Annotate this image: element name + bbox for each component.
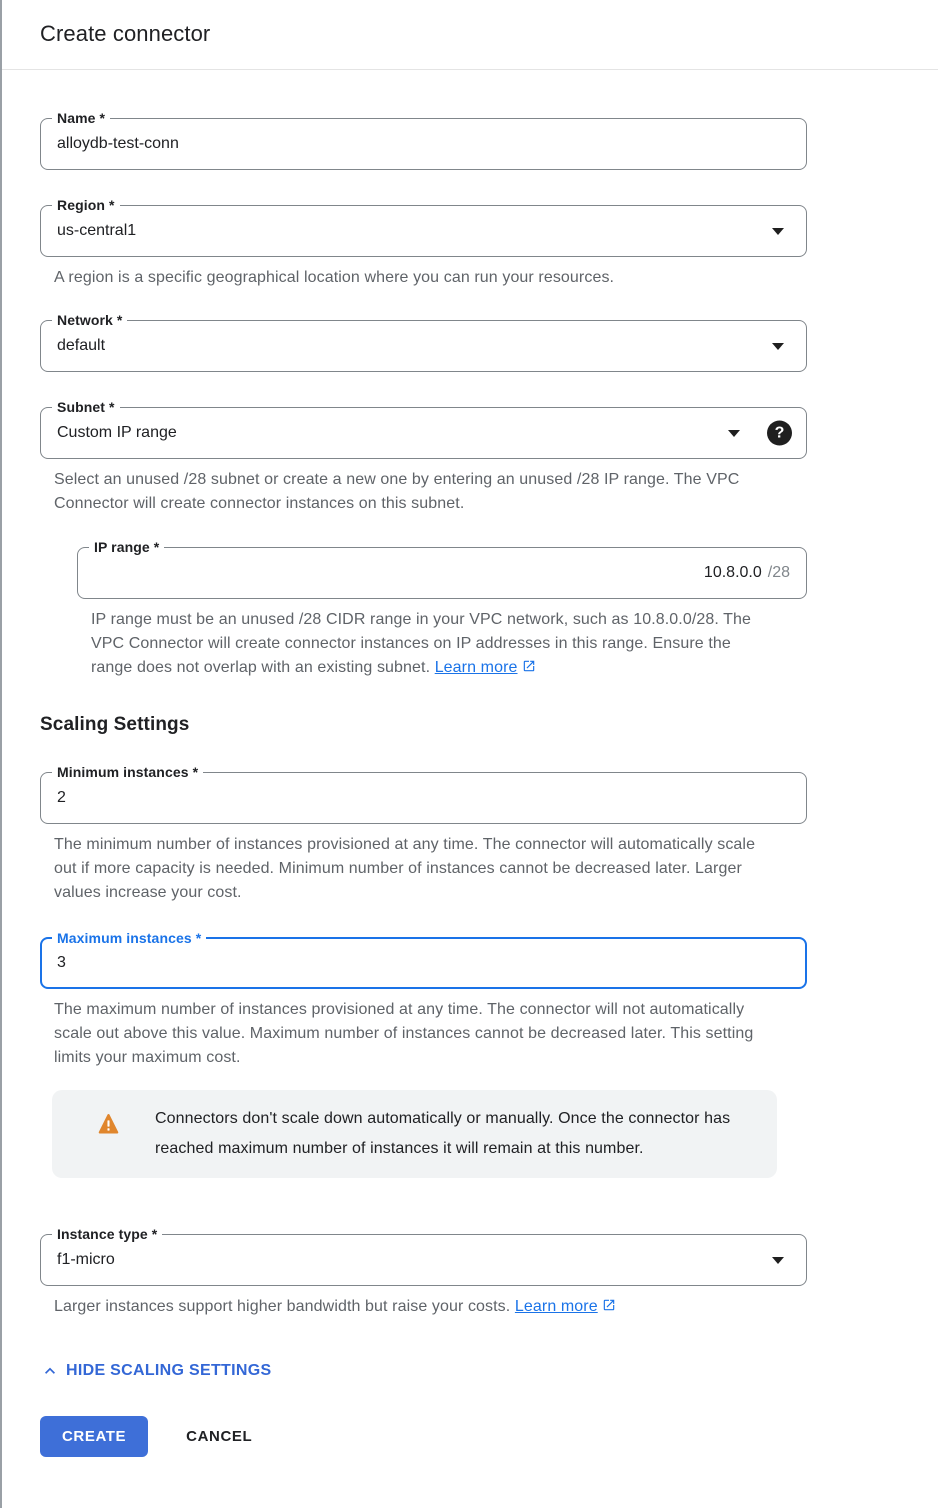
min-instances-field — [40, 764, 807, 824]
subnet-selected-value: Custom IP range — [57, 424, 177, 441]
form-actions — [40, 1416, 807, 1457]
instance-type-helper-text — [54, 1295, 769, 1319]
min-instances-field-label: Minimum instances * — [52, 764, 203, 781]
ip-range-helper-body: IP range must be an unused /28 CIDR range in your VPC network, such as 10.8.0.0/28. The VPC Connector will create connector instances on IP addresses in this range. Ensure the range does not overlap with an existing subnet. — [91, 611, 752, 676]
chevron-up-icon — [40, 1361, 60, 1381]
name-field-label: Name * — [52, 110, 110, 127]
instance-type-helper-body: Larger instances support higher bandwidth but raise your costs. — [54, 1298, 511, 1315]
cidr-suffix: /28 — [767, 564, 790, 581]
max-instances-field-label: Maximum instances * — [52, 930, 206, 947]
panel-header — [2, 0, 938, 70]
ip-range-field-label: IP range * — [89, 539, 164, 556]
chevron-down-icon — [772, 343, 784, 350]
region-select[interactable] — [40, 197, 807, 257]
hide-scaling-settings-link[interactable]: HIDE SCALING SETTINGS — [40, 1361, 271, 1381]
min-instances-group — [40, 764, 807, 905]
scaling-settings-heading: Scaling Settings — [40, 714, 190, 735]
region-helper-text: A region is a specific geographical location where you can run your resources. — [54, 269, 615, 286]
warning-banner — [52, 1090, 777, 1178]
max-instances-group — [40, 930, 807, 1070]
subnet-select[interactable] — [40, 399, 807, 459]
instance-type-select[interactable] — [40, 1226, 807, 1286]
chevron-down-icon — [772, 1257, 784, 1264]
instance-type-group — [40, 1226, 807, 1319]
instance-type-selected-value: f1-micro — [57, 1251, 115, 1268]
create-connector-form — [40, 70, 807, 1457]
max-instances-helper-text: The maximum number of instances provisioned at any time. The connector will not automatically scale out above this value. Maximum number of instances cannot be decreased later. This setting limits your maximum cost. — [54, 1001, 754, 1066]
network-field-label: Network * — [52, 312, 127, 329]
cancel-button[interactable]: CANCEL — [184, 1416, 254, 1457]
warning-text: Connectors don't scale down automatically or manually. Once the connector has reached maximum number of instances it will remain at this number. — [155, 1110, 731, 1157]
ip-range-field — [77, 539, 807, 599]
region-selected-value: us-central1 — [57, 222, 137, 239]
subnet-group — [40, 399, 807, 516]
ip-range-group — [77, 539, 807, 680]
min-instances-helper-text: The minimum number of instances provisioned at any time. The connector will automatically scale out if more capacity is needed. Minimum number of instances cannot be decreased later. Larger values increase your cost. — [54, 836, 756, 901]
ip-range-input[interactable] — [78, 548, 768, 598]
learn-more-link[interactable]: Learn more — [435, 659, 536, 676]
page-title: Create connector — [40, 21, 211, 46]
instance-type-field-label: Instance type * — [52, 1226, 162, 1243]
help-icon[interactable]: ? — [767, 421, 792, 446]
subnet-field-label: Subnet * — [52, 399, 120, 416]
learn-more-link[interactable]: Learn more — [515, 1298, 616, 1315]
network-select[interactable] — [40, 312, 807, 372]
network-selected-value: default — [57, 337, 106, 354]
region-group — [40, 197, 807, 290]
external-link-icon — [602, 1298, 616, 1312]
name-field — [40, 110, 807, 170]
external-link-icon — [522, 659, 536, 673]
create-button[interactable]: CREATE — [40, 1416, 148, 1457]
name-input[interactable] — [41, 119, 806, 169]
chevron-down-icon — [772, 228, 784, 235]
max-instances-field — [40, 930, 807, 989]
subnet-helper-text: Select an unused /28 subnet or create a new one by entering an unused /28 IP range. The VPC Connector will create connector instances on this subnet. — [54, 471, 740, 512]
warning-icon — [96, 1111, 121, 1136]
region-field-label: Region * — [52, 197, 120, 214]
chevron-down-icon — [728, 430, 740, 437]
ip-range-helper-text — [91, 608, 771, 680]
